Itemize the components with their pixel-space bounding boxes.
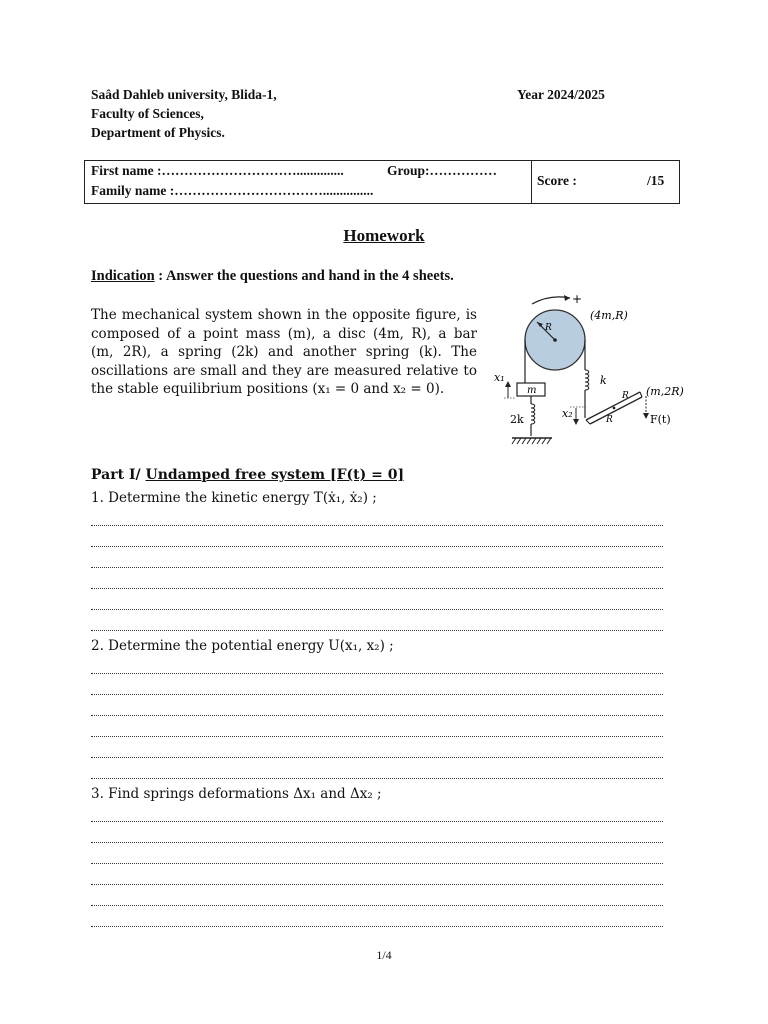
spring-2k-label: 2k [510, 413, 524, 426]
intro-line: (m, 2R), a spring (2k) and another spring (k). The [91, 344, 477, 360]
indication-label: Indication [91, 268, 155, 284]
box-divider [531, 161, 532, 203]
bar-edge-top [586, 392, 640, 420]
spring-k-label: k [600, 374, 607, 387]
bar-label: (m,2R) [646, 385, 684, 398]
bar-r1-label: R [606, 415, 613, 425]
answer-line[interactable] [91, 511, 663, 526]
bar-end-left [586, 420, 590, 424]
answer-line[interactable] [91, 680, 663, 695]
page-title: Homework [343, 226, 425, 245]
spring-k [585, 370, 589, 390]
intro-paragraph [91, 306, 477, 399]
part-one-heading [91, 467, 404, 483]
first-name-field[interactable]: First name :………………………….............. [91, 163, 344, 178]
force-label: F(t) [650, 413, 671, 426]
answer-line[interactable] [91, 912, 663, 927]
intro-line: the stable equilibrium positions (x₁ = 0 and x₂ = 0). [91, 381, 445, 397]
answer-line[interactable] [91, 532, 663, 547]
university-name: Saâd Dahleb university, Blida-1, [91, 87, 277, 102]
answer-line[interactable] [91, 722, 663, 737]
indication [91, 268, 454, 285]
score-label: Score : [537, 173, 577, 188]
part-one-prefix: Part I/ [91, 467, 146, 483]
part-one-title: Undamped free system [F(t) = 0] [145, 467, 405, 483]
family-name-field[interactable]: Family name :……………………………............... [91, 183, 374, 198]
intro-line: composed of a point mass (m), a disc (4m, R), a bar [91, 325, 477, 342]
answer-line[interactable] [91, 595, 663, 610]
answer-line[interactable] [91, 891, 663, 906]
intro-line: oscillations are small and they are measured relative to [91, 362, 477, 379]
answer-line[interactable] [91, 574, 663, 589]
score-total: /15 [647, 173, 665, 188]
faculty-name: Faculty of Sciences, [91, 106, 204, 121]
bar-edge-bottom [590, 397, 642, 424]
answer-line[interactable] [91, 849, 663, 864]
radius-label: R [545, 323, 552, 333]
x1-arrowhead [505, 381, 511, 387]
x2-arrowhead [573, 419, 579, 425]
question-1: 1. Determine the kinetic energy T(ẋ₁, ẋ₂) ; [91, 490, 377, 506]
disc-label: (4m,R) [590, 309, 628, 322]
ground-hatch [512, 438, 551, 444]
bar-pivot [613, 407, 616, 410]
indication-text: : Answer the questions and hand in the 4 sheets. [154, 268, 454, 284]
force-arrowhead [643, 413, 649, 419]
x1-label: x₁ [494, 371, 505, 384]
plus-sign: + [572, 292, 583, 306]
bar-end-right [640, 392, 642, 397]
mass-label: m [527, 385, 537, 396]
answer-line[interactable] [91, 701, 663, 716]
answer-line[interactable] [91, 659, 663, 674]
question-2: 2. Determine the potential energy U(x₁, x₂) ; [91, 638, 394, 654]
mechanical-system-figure [490, 290, 690, 450]
answer-line[interactable] [91, 764, 663, 779]
department-name: Department of Physics. [91, 125, 225, 140]
answer-line[interactable] [91, 870, 663, 885]
intro-line: The mechanical system shown in the opposite figure, is [91, 307, 477, 323]
group-field[interactable]: Group:…………… [387, 163, 498, 178]
answer-line[interactable] [91, 807, 663, 822]
answer-line[interactable] [91, 828, 663, 843]
question-3: 3. Find springs deformations Δx₁ and Δx₂ ; [91, 786, 382, 802]
academic-year: Year 2024/2025 [517, 87, 605, 102]
rotation-arrow [532, 297, 570, 304]
page-number: 1/4 [376, 948, 392, 962]
spring-2k [531, 404, 535, 424]
x2-label: x₂ [562, 407, 573, 420]
answer-line[interactable] [91, 553, 663, 568]
answer-line[interactable] [91, 743, 663, 758]
rotation-arrowhead [564, 295, 570, 301]
answer-line[interactable] [91, 616, 663, 631]
bar-r2-label: R [622, 391, 629, 401]
